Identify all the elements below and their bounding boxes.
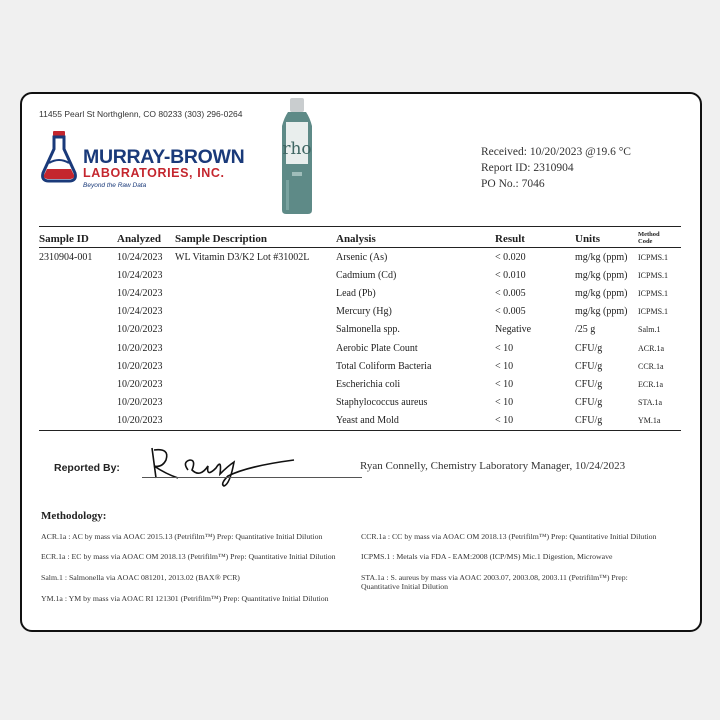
cell-sample-id bbox=[39, 357, 117, 375]
cell-result: < 10 bbox=[495, 378, 514, 390]
cell-result: < 10 bbox=[495, 342, 514, 354]
cell-description bbox=[175, 284, 336, 302]
cell-analyzed: 10/24/2023 bbox=[117, 306, 163, 318]
lab-name: MURRAY-BROWN bbox=[83, 146, 245, 168]
cell-analyzed: 10/20/2023 bbox=[117, 324, 163, 336]
cell-result: < 0.005 bbox=[495, 306, 526, 318]
cell-analyzed: 10/24/2023 bbox=[117, 287, 163, 299]
report-id: Report ID: 2310904 bbox=[481, 162, 574, 174]
lab-name-sub: LABORATORIES, INC. bbox=[83, 166, 225, 180]
cell-method: Salm.1 bbox=[638, 325, 661, 335]
method-label: Method bbox=[638, 231, 660, 238]
cell-description bbox=[175, 339, 336, 357]
cell-units: CFU/g bbox=[575, 360, 603, 372]
cell-method: ACR.1a bbox=[638, 343, 664, 353]
method-ccr: CCR.1a : CC by mass via AOAC OM 2018.13 (Petrifilm™) Prep: Quantitative Initial Dilution bbox=[361, 532, 657, 541]
cell-method: ICPMS.1 bbox=[638, 288, 669, 298]
cell-method: ICPMS.1 bbox=[638, 270, 669, 280]
cell-result: < 0.005 bbox=[495, 287, 526, 299]
cell-sample-id bbox=[39, 394, 117, 412]
lab-logo bbox=[39, 129, 249, 191]
cell-units: /25 g bbox=[575, 324, 596, 336]
cell-units: CFU/g bbox=[575, 412, 638, 431]
signature-line bbox=[142, 477, 362, 478]
method-acr: ACR.1a : AC by mass via AOAC 2015.13 (Petrifilm™) Prep: Quantitative Initial Dilution bbox=[41, 532, 323, 541]
cell-units: CFU/g bbox=[575, 397, 603, 409]
cell-description: WL Vitamin D3/K2 Lot #31002L bbox=[175, 251, 310, 263]
cell-units: CFU/g bbox=[575, 378, 603, 390]
cell-method: STA.1a bbox=[638, 398, 663, 408]
cell-description bbox=[175, 412, 336, 431]
col-units: Units bbox=[575, 227, 638, 248]
cell-sample-id bbox=[39, 339, 117, 357]
cell-result: < 10 bbox=[495, 412, 575, 431]
cell-result: < 0.020 bbox=[495, 251, 526, 263]
flask-icon bbox=[39, 129, 79, 185]
cell-method: ICPMS.1 bbox=[638, 307, 669, 317]
method-ym: YM.1a : YM by mass via AOAC RI 121301 (Petrifilm™) Prep: Quantitative Initial Dilution bbox=[41, 594, 329, 603]
cell-method: YM.1a bbox=[638, 412, 681, 431]
table-row bbox=[39, 412, 681, 431]
col-sample-id: Sample ID bbox=[39, 227, 117, 248]
method-ecr: ECR.1a : EC by mass via AOAC OM 2018.13 (Petrifilm™) Prep: Quantitative Initial Dilution bbox=[41, 552, 336, 561]
lab-tagline: Beyond the Raw Data bbox=[83, 182, 147, 189]
cell-description bbox=[175, 357, 336, 375]
table-row bbox=[39, 394, 681, 412]
table-row bbox=[39, 284, 681, 302]
cell-method: ICPMS.1 bbox=[638, 252, 669, 262]
cell-analysis: Salmonella spp. bbox=[336, 324, 400, 336]
table-row bbox=[39, 303, 681, 321]
cell-analysis: Staphylococcus aureus bbox=[336, 397, 428, 409]
col-description: Sample Description bbox=[175, 227, 336, 248]
report-meta bbox=[481, 144, 631, 192]
cell-method: CCR.1a bbox=[638, 361, 664, 371]
col-result: Result bbox=[495, 227, 575, 248]
reported-by-label: Reported By: bbox=[54, 462, 120, 474]
method-sta: STA.1a : S. aureus by mass via AOAC 2003.07, 2003.08, 2003.11 (Petrifilm™) Prep: Quantitative Initial Dilution bbox=[361, 573, 628, 591]
lab-address: 11455 Pearl St Northglenn, CO 80233 (303) 296-0264 bbox=[39, 109, 243, 119]
cell-analysis: Arsenic (As) bbox=[336, 251, 388, 263]
table-row bbox=[39, 357, 681, 375]
cell-analysis: Yeast and Mold bbox=[336, 412, 495, 431]
cell-description bbox=[175, 321, 336, 339]
cell-analysis: Cadmium (Cd) bbox=[336, 269, 397, 281]
methodology-title: Methodology: bbox=[41, 510, 107, 522]
cell-description bbox=[175, 375, 336, 393]
cell-sample-id bbox=[39, 284, 117, 302]
cell-description bbox=[175, 266, 336, 284]
cell-analyzed: 10/20/2023 bbox=[117, 378, 163, 390]
cell-analyzed: 10/20/2023 bbox=[117, 397, 163, 409]
cell-units: CFU/g bbox=[575, 342, 603, 354]
method-icpms: ICPMS.1 : Metals via FDA - EAM:2008 (ICP/MS) Mic.1 Digestion, Microwave bbox=[361, 552, 613, 561]
table-row bbox=[39, 321, 681, 339]
cell-analysis: Escherichia coli bbox=[336, 378, 401, 390]
cell-result: < 10 bbox=[495, 360, 514, 372]
cell-sample-id bbox=[39, 266, 117, 284]
cell-sample-id bbox=[39, 375, 117, 393]
product-bottle-image bbox=[266, 96, 328, 216]
cell-sample-id: 2310904-001 bbox=[39, 251, 93, 263]
cell-sample-id bbox=[39, 412, 117, 431]
signature-image bbox=[148, 444, 298, 488]
table-row bbox=[39, 266, 681, 284]
cell-analyzed: 10/20/2023 bbox=[117, 360, 163, 372]
reported-by-name: Ryan Connelly, Chemistry Laboratory Manager, 10/24/2023 bbox=[360, 460, 626, 472]
code-label: Code bbox=[638, 238, 653, 245]
lab-report bbox=[20, 92, 702, 632]
cell-result: Negative bbox=[495, 324, 532, 336]
cell-description bbox=[175, 303, 336, 321]
cell-units: mg/kg (ppm) bbox=[575, 251, 628, 263]
table-row bbox=[39, 339, 681, 357]
cell-analyzed: 10/20/2023 bbox=[117, 412, 175, 431]
cell-analyzed: 10/24/2023 bbox=[117, 269, 163, 281]
table-row bbox=[39, 248, 681, 267]
method-salm: Salm.1 : Salmonella via AOAC 081201, 2013.02 (BAX® PCR) bbox=[41, 573, 240, 582]
table-row bbox=[39, 375, 681, 393]
cell-result: < 10 bbox=[495, 397, 514, 409]
received-info: Received: 10/20/2023 @19.6 °C bbox=[481, 146, 631, 158]
cell-units: mg/kg (ppm) bbox=[575, 306, 628, 318]
col-method-code bbox=[638, 227, 681, 248]
col-analyzed: Analyzed bbox=[117, 227, 175, 248]
cell-sample-id bbox=[39, 303, 117, 321]
cell-method: ECR.1a bbox=[638, 379, 664, 389]
cell-description bbox=[175, 394, 336, 412]
cell-sample-id bbox=[39, 321, 117, 339]
cell-analyzed: 10/24/2023 bbox=[117, 251, 163, 263]
product-brand: rho bbox=[282, 139, 312, 159]
cell-analysis: Aerobic Plate Count bbox=[336, 342, 418, 354]
table-header-row bbox=[39, 227, 681, 248]
cell-analysis: Mercury (Hg) bbox=[336, 306, 392, 318]
cell-analyzed: 10/20/2023 bbox=[117, 342, 163, 354]
cell-result: < 0.010 bbox=[495, 269, 526, 281]
results-table bbox=[39, 226, 681, 431]
col-analysis: Analysis bbox=[336, 227, 495, 248]
cell-units: mg/kg (ppm) bbox=[575, 287, 628, 299]
po-number: PO No.: 7046 bbox=[481, 178, 545, 190]
cell-units: mg/kg (ppm) bbox=[575, 269, 628, 281]
cell-analysis: Total Coliform Bacteria bbox=[336, 360, 432, 372]
cell-analysis: Lead (Pb) bbox=[336, 287, 376, 299]
